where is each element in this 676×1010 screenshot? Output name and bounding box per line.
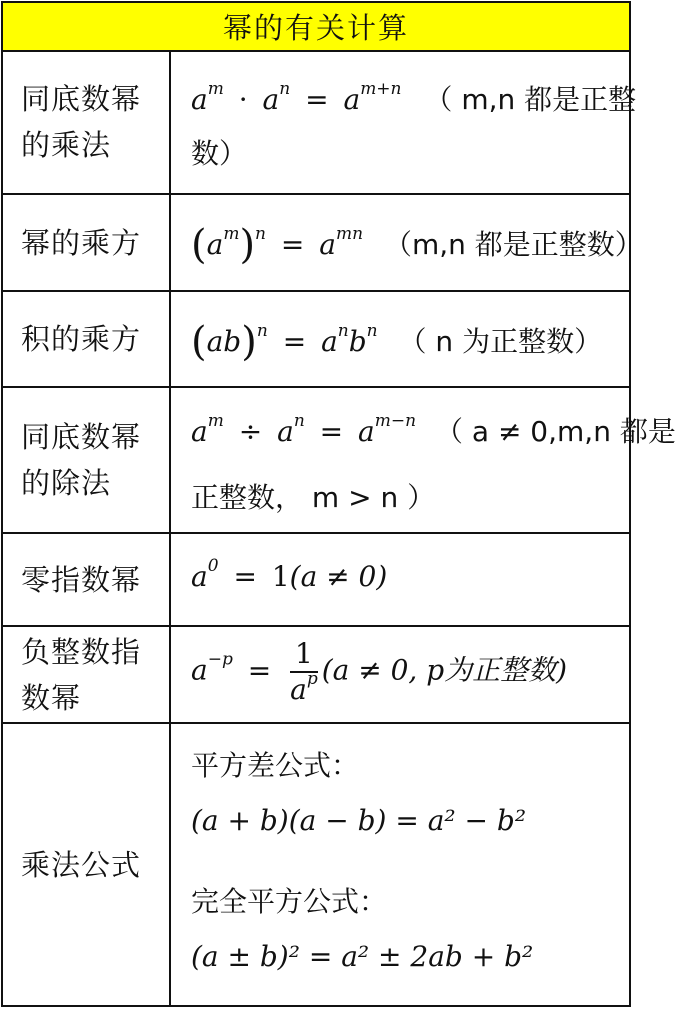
row-content bbox=[171, 627, 629, 722]
formula-subtitle: 完全平方公式： bbox=[191, 885, 388, 918]
row-content bbox=[171, 50, 637, 193]
condition: 数） bbox=[191, 137, 248, 170]
table-row bbox=[3, 388, 676, 534]
formula: $a^0 = 1(a \ne 0)$ bbox=[191, 556, 388, 593]
row-label: 乘法公式 bbox=[3, 724, 171, 1005]
row-label-line: 同底数幂 bbox=[21, 81, 142, 116]
table-title: 幂的有关计算 bbox=[3, 3, 629, 52]
formula: $a^m \div a^n = a^{m-n}$ （ a ≠ 0,m,n 都是 bbox=[191, 411, 676, 448]
formula-subtitle: 平方差公式： bbox=[191, 749, 360, 782]
row-label-line: 负整数指 bbox=[21, 634, 142, 669]
table-row bbox=[3, 627, 629, 724]
formula-table bbox=[1, 1, 676, 1007]
row-label-line: 数幂 bbox=[21, 680, 82, 715]
row-content bbox=[171, 195, 643, 290]
row-content bbox=[171, 724, 629, 1005]
row-label-line: 的除法 bbox=[21, 466, 112, 500]
row-content bbox=[171, 534, 629, 625]
row-content bbox=[171, 388, 676, 532]
table-row bbox=[3, 50, 637, 195]
table-row bbox=[3, 195, 643, 292]
table-row bbox=[3, 724, 629, 1005]
formula: (a ± b)² = a² ± 2ab + b² bbox=[191, 940, 534, 973]
condition: （ a ≠ 0,m,n 都是 bbox=[434, 415, 676, 448]
formula: (a + b)(a − b) = a² − b² bbox=[191, 804, 527, 837]
row-label bbox=[3, 627, 171, 722]
row-label-line: 同底数幂 bbox=[21, 420, 142, 454]
row-label: 幂的乘方 bbox=[3, 195, 171, 290]
formula: $a^m \cdot a^n = a^{m+n}$ （ m,n 都是正整 bbox=[191, 79, 637, 116]
condition: （ n 为正整数） bbox=[398, 325, 603, 358]
table-row bbox=[3, 534, 629, 627]
condition: 正整数， m > n ） bbox=[191, 481, 436, 514]
row-label bbox=[3, 50, 171, 193]
row-content bbox=[171, 292, 629, 386]
row-label: 零指数幂 bbox=[3, 534, 171, 625]
formula: $a^{-p}$ = $\frac{1}{a^p}$ (a ≠ 0, p为正整数) bbox=[191, 637, 568, 706]
formula: $(a^m)^n = a^{mn}$ （m,n 都是正整数） bbox=[191, 222, 643, 268]
row-label-line: 的乘法 bbox=[21, 127, 112, 162]
condition: （m,n 都是正整数） bbox=[383, 228, 643, 261]
row-label bbox=[3, 388, 171, 532]
condition: （ m,n 都是正整 bbox=[424, 83, 637, 116]
row-label: 积的乘方 bbox=[3, 292, 171, 386]
formula: $(ab)^n = a^nb^n$ （ n 为正整数） bbox=[191, 319, 603, 365]
table-row bbox=[3, 292, 629, 388]
